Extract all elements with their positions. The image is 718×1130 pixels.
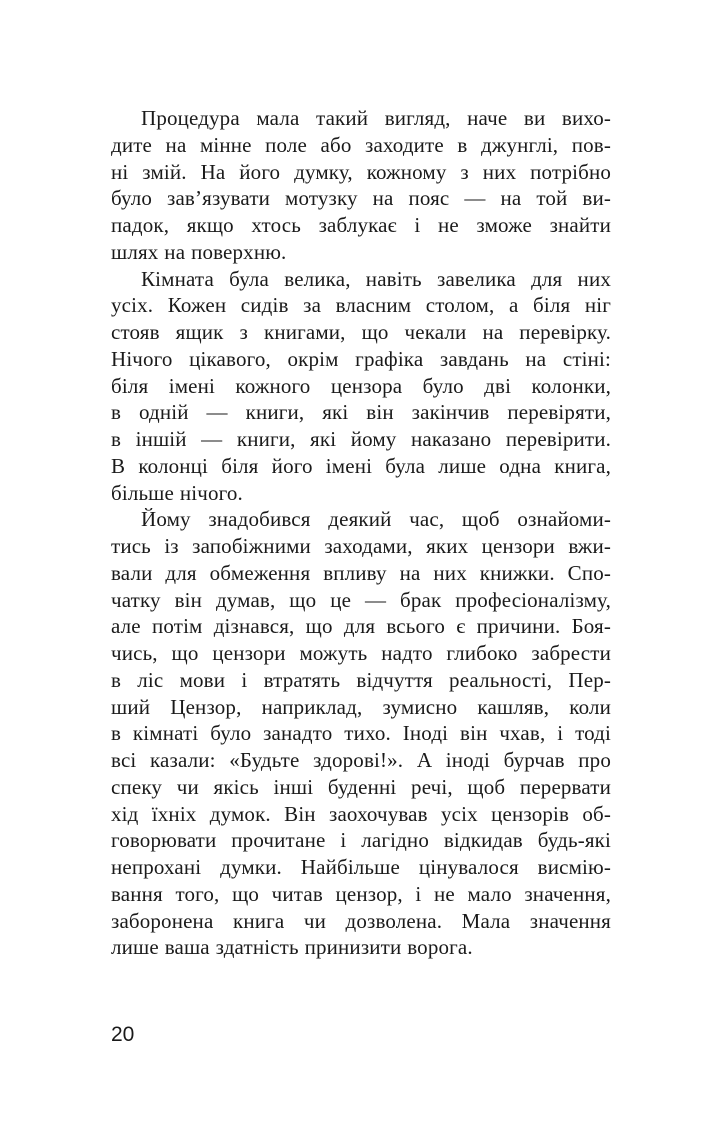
paragraph-2 [111,266,611,507]
text-line: дите на мінне поле або заходите в джунглі, пов- [111,132,611,157]
text-line: в одній — книги, які він закінчив перевіряти, [111,400,611,425]
text-line: заборонена книга чи дозволена. Мала значення [111,908,611,933]
book-page-text [111,105,611,961]
text-line: але потім дізнався, що для всього є причини. Боя- [111,614,611,639]
text-line: В колонці біля його імені була лише одна книга, [111,453,611,478]
paragraph-1 [111,105,611,266]
paragraph-3 [111,506,611,961]
text-line: лише ваша здатність принизити ворога. [111,935,473,960]
text-line: чись, що цензори можуть надто глибоко забрести [111,641,611,665]
text-line: стояв ящик з книгами, що чекали на перевірку. [111,320,611,344]
page-number: 20 [111,1023,135,1046]
text-line: Процедура мала такий вигляд, наче ви вихо- [141,106,611,130]
text-line: в кімнаті було занадто тихо. Іноді він чхав, і тоді [111,721,611,746]
text-line: хід їхніх думок. Він заохочував усіх цензорів об- [111,801,611,826]
text-line: більше нічого. [111,480,243,505]
text-line: шлях на поверхню. [111,239,287,264]
text-line: в іншій — книги, які йому наказано перевірити. [111,427,611,451]
text-line: ший Цензор, наприклад, зумисно кашляв, коли [111,694,611,719]
text-line: Кімната була велика, навіть завелика для них [141,266,611,291]
text-line: непрохані думки. Найбільше цінувалося висмію- [111,855,611,879]
text-line: Йому знадобився деякий час, щоб ознайоми- [141,507,611,532]
text-line: біля імені кожного цензора було дві колонки, [111,373,611,398]
text-line: усіх. Кожен сидів за власним столом, а біля ніг [111,293,611,318]
text-line: чатку він думав, що це — брак професіоналізму, [111,587,611,612]
text-line: тись із запобіжними заходами, яких цензори вжи- [111,534,611,558]
text-line: Нічого цікавого, окрім графіка завдань на стіні: [111,346,611,371]
text-line: вали для обмеження впливу на них книжки. Спо- [111,560,611,585]
text-line: всі казали: «Будьте здорові!». А іноді бурчав про [111,748,611,772]
text-line: говорювати прочитане і лагідно відкидав будь-які [111,828,611,853]
text-line: ні змій. На його думку, кожному з них потрібно [111,159,611,184]
text-line: було зав’язувати мотузку на пояс — на той ви- [111,186,611,211]
text-line: падок, якщо хтось заблукає і не зможе знайти [111,213,611,237]
text-line: спеку чи якісь інші буденні речі, щоб перервати [111,774,611,799]
text-line: в ліс мови і втратять відчуття реальності, Пер- [111,667,611,692]
text-line: вання того, що читав цензор, і не мало значення, [111,881,611,906]
